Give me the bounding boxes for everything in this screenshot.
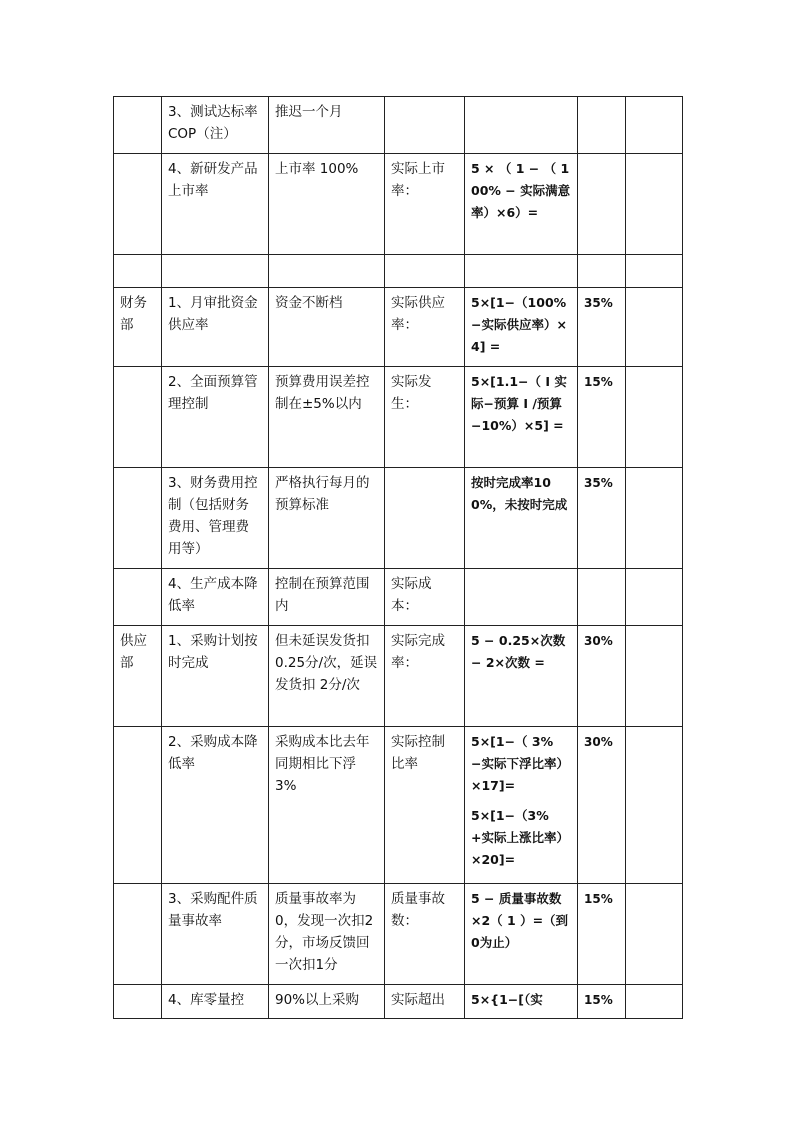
formula-cell: 5 × （ 1 − （ 100% − 实际满意率）×6）= (465, 154, 578, 255)
score-cell (626, 97, 683, 154)
standard-cell: 推迟一个月 (269, 97, 385, 154)
formula-cell (465, 97, 578, 154)
table-row (114, 288, 683, 367)
score-cell (626, 255, 683, 288)
standard-cell: 质量事故率为0，发现一次扣2分，市场反馈回一次扣1分 (269, 884, 385, 985)
table-row (114, 468, 683, 569)
item-cell: 2、采购成本降低率 (162, 727, 269, 884)
dept-cell (114, 367, 162, 468)
table-row (114, 727, 683, 884)
table-row (114, 985, 683, 1019)
dept-cell (114, 569, 162, 626)
item-cell: 4、库零量控 (162, 985, 269, 1019)
dept-cell (114, 255, 162, 288)
dept-cell (114, 884, 162, 985)
score-cell (626, 288, 683, 367)
item-cell: 1、采购计划按时完成 (162, 626, 269, 727)
table-row (114, 154, 683, 255)
kpi-table (113, 96, 683, 1019)
formula-cell (465, 569, 578, 626)
score-cell (626, 569, 683, 626)
table-row (114, 884, 683, 985)
table-row (114, 255, 683, 288)
formula-cell: 5 − 0.25×次数 − 2×次数 = (465, 626, 578, 727)
weight-cell: 30% (578, 626, 626, 727)
actual-cell: 实际供应率： (385, 288, 465, 367)
score-cell (626, 727, 683, 884)
item-cell: 3、财务费用控制（包括财务费用、管理费用等） (162, 468, 269, 569)
formula-cell: 5×[1−（100%−实际供应率）×4] = (465, 288, 578, 367)
standard-cell: 上市率 100% (269, 154, 385, 255)
item-cell: 2、全面预算管理控制 (162, 367, 269, 468)
item-cell: 3、测试达标率 COP（注） (162, 97, 269, 154)
item-cell: 4、新研发产品上市率 (162, 154, 269, 255)
standard-cell: 90%以上采购 (269, 985, 385, 1019)
score-cell (626, 884, 683, 985)
table-row (114, 97, 683, 154)
table-row (114, 367, 683, 468)
actual-cell: 实际发生： (385, 367, 465, 468)
formula-cell: 5 − 质量事故数×2（ 1 ）=（到0为止） (465, 884, 578, 985)
weight-cell: 15% (578, 884, 626, 985)
dept-cell (114, 727, 162, 884)
dept-cell (114, 154, 162, 255)
standard-cell (269, 255, 385, 288)
weight-cell (578, 154, 626, 255)
formula-cell: 按时完成率100%，未按时完成 (465, 468, 578, 569)
weight-cell: 35% (578, 468, 626, 569)
weight-cell: 30% (578, 727, 626, 884)
actual-cell: 实际超出 (385, 985, 465, 1019)
score-cell (626, 468, 683, 569)
dept-cell (114, 985, 162, 1019)
formula-cell: 5×{1−[（实 (465, 985, 578, 1019)
standard-cell: 但未延误发货扣 0.25分/次，延误发货扣 2分/次 (269, 626, 385, 727)
score-cell (626, 626, 683, 727)
actual-cell: 实际控制比率 (385, 727, 465, 884)
table-row (114, 626, 683, 727)
weight-cell: 15% (578, 985, 626, 1019)
actual-cell: 实际成本： (385, 569, 465, 626)
item-cell (162, 255, 269, 288)
standard-cell: 资金不断档 (269, 288, 385, 367)
actual-cell (385, 97, 465, 154)
formula-cell: 5×[1−（ 3% −实际下浮比率）×17]= 5×[1−（3%+实际上涨比率）×20]= (465, 727, 578, 884)
dept-cell (114, 468, 162, 569)
formula-cell: 5×[1.1−（ I 实际−预算 I /预算−10%）×5] = (465, 367, 578, 468)
weight-cell: 15% (578, 367, 626, 468)
actual-cell: 实际完成率： (385, 626, 465, 727)
weight-cell: 35% (578, 288, 626, 367)
standard-cell: 严格执行每月的预算标准 (269, 468, 385, 569)
score-cell (626, 154, 683, 255)
item-cell: 3、采购配件质量事故率 (162, 884, 269, 985)
dept-cell: 财务部 (114, 288, 162, 367)
table-row (114, 569, 683, 626)
item-cell: 4、生产成本降低率 (162, 569, 269, 626)
actual-cell (385, 255, 465, 288)
actual-cell: 实际上市率： (385, 154, 465, 255)
dept-cell: 供应部 (114, 626, 162, 727)
weight-cell (578, 255, 626, 288)
weight-cell (578, 569, 626, 626)
standard-cell: 控制在预算范围内 (269, 569, 385, 626)
weight-cell (578, 97, 626, 154)
actual-cell (385, 468, 465, 569)
standard-cell: 采购成本比去年同期相比下浮 3% (269, 727, 385, 884)
actual-cell: 质量事故数： (385, 884, 465, 985)
score-cell (626, 367, 683, 468)
standard-cell: 预算费用误差控制在±5%以内 (269, 367, 385, 468)
score-cell (626, 985, 683, 1019)
item-cell: 1、月审批资金供应率 (162, 288, 269, 367)
dept-cell (114, 97, 162, 154)
formula-cell (465, 255, 578, 288)
